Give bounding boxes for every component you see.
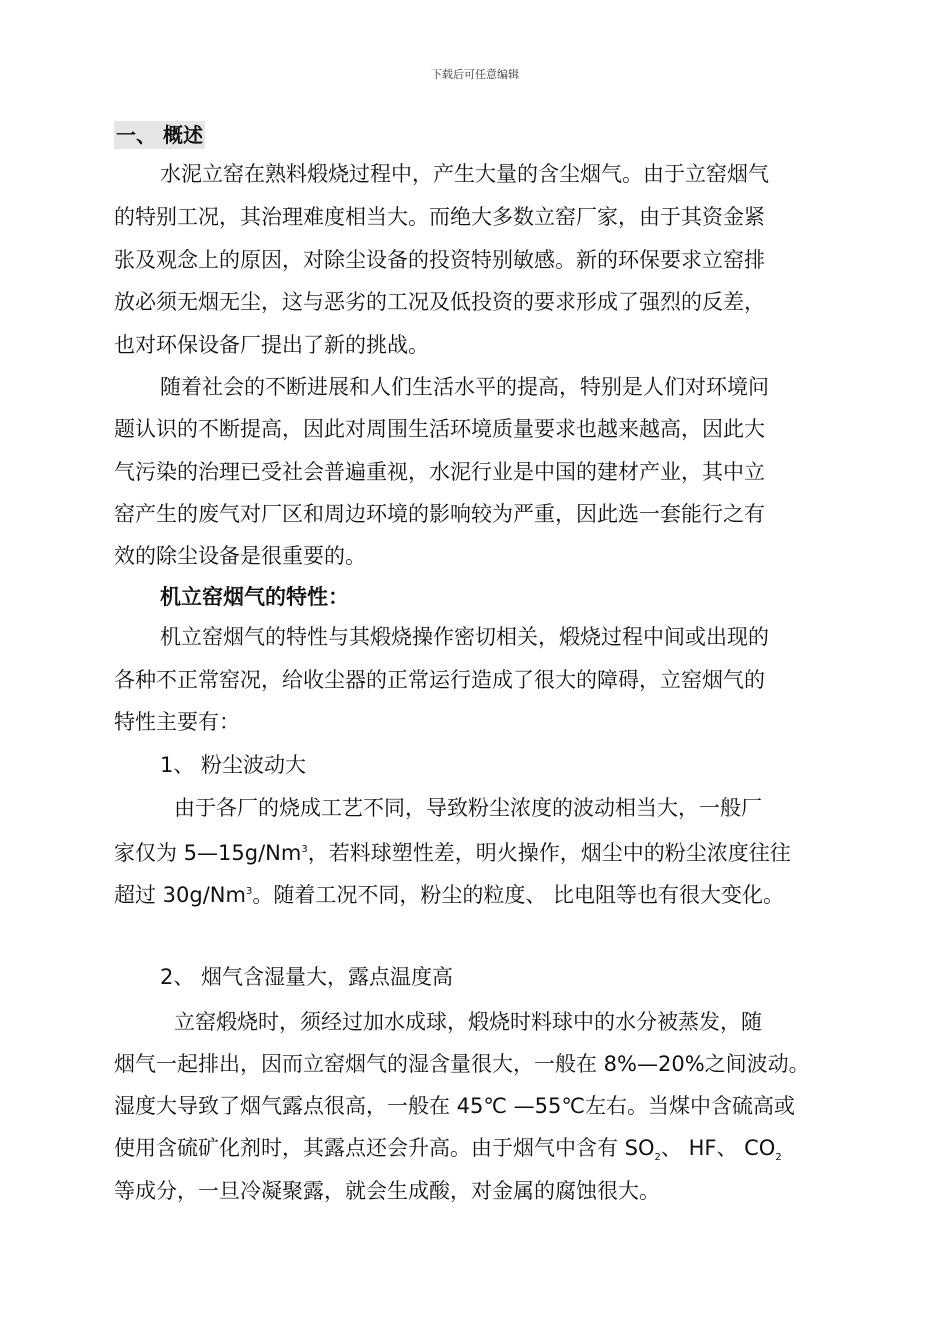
paragraph-line: 各种不正常窑况，给收尘器的正常运行造成了很大的障碍，立窑烟气的 <box>114 668 765 692</box>
paragraph-line: 随着社会的不断进展和人们生活水平的提高，特别是人们对环境问 <box>160 375 769 399</box>
paragraph-line: 效的除尘设备是很重要的。 <box>114 544 366 568</box>
paragraph-line: 湿度大导致了烟气露点很高，一般在 45℃ —55℃左右。当煤中含硫高或 <box>114 1094 795 1118</box>
paragraph-line: 题认识的不断提高，因此对周围生活环境质量要求也越来越高，因此大 <box>114 417 765 441</box>
paragraph-line: 超过 30g/Nm$^3$。随着工况不同，粉尘的粒度、 比电阻等也有很大变化。 <box>114 883 785 907</box>
paragraph-line: 机立窑烟气的特性与其煅烧操作密切相关，煅烧过程中间或出现的 <box>160 625 769 649</box>
paragraph-line: 使用含硫矿化剂时，其露点还会升高。由于烟气中含有 $SO_2$、 HF、 $CO_2$ <box>114 1136 782 1164</box>
paragraph-line: 窑产生的废气对厂区和周边环境的影响较为严重，因此选一套能行之有 <box>114 502 765 526</box>
section-title: 一、 概述 <box>116 123 203 147</box>
paragraph-line: 气污染的治理已受社会普遍重视，水泥行业是中国的建材产业，其中立 <box>114 460 765 484</box>
paragraph-line: 烟气一起排出，因而立窑烟气的湿含量很大，一般在 8%—20%之间波动。 <box>114 1052 810 1076</box>
paragraph-line: 等成分，一旦冷凝聚露，就会生成酸，对金属的腐蚀很大。 <box>114 1179 660 1203</box>
paragraph-line: 水泥立窑在熟料煅烧过程中，产生大量的含尘烟气。由于立窑烟气 <box>160 162 769 186</box>
paragraph-line: 特性主要有： <box>114 710 240 734</box>
paragraph-line: 立窑煅烧时，须经过加水成球，煅烧时料球中的水分被蒸发，随 <box>174 1010 762 1034</box>
paragraph-line: 也对环保设备厂提出了新的挑战。 <box>114 333 429 357</box>
list-item-title: 2、 烟气含湿量大，露点温度高 <box>160 965 454 989</box>
page-header: 下载后可任意编辑 <box>431 68 519 81</box>
paragraph-line: 由于各厂的烧成工艺不同，导致粉尘浓度的波动相当大，一般厂 <box>174 796 762 820</box>
paragraph-line: 家仅为 5—15g/Nm$^3$，若料球塑性差，明火操作，烟尘中的粉尘浓度往往 <box>114 841 791 865</box>
list-item-title: 1、 粉尘波动大 <box>160 753 307 777</box>
sub-heading: 机立窑烟气的特性： <box>160 585 349 609</box>
paragraph-line: 的特别工况，其治理难度相当大。而绝大多数立窑厂家，由于其资金紧 <box>114 205 765 229</box>
paragraph-line: 张及观念上的原因，对除尘设备的投资特别敏感。新的环保要求立窑排 <box>114 248 765 272</box>
paragraph-line: 放必须无烟无尘，这与恶劣的工况及低投资的要求形成了强烈的反差， <box>114 290 765 314</box>
